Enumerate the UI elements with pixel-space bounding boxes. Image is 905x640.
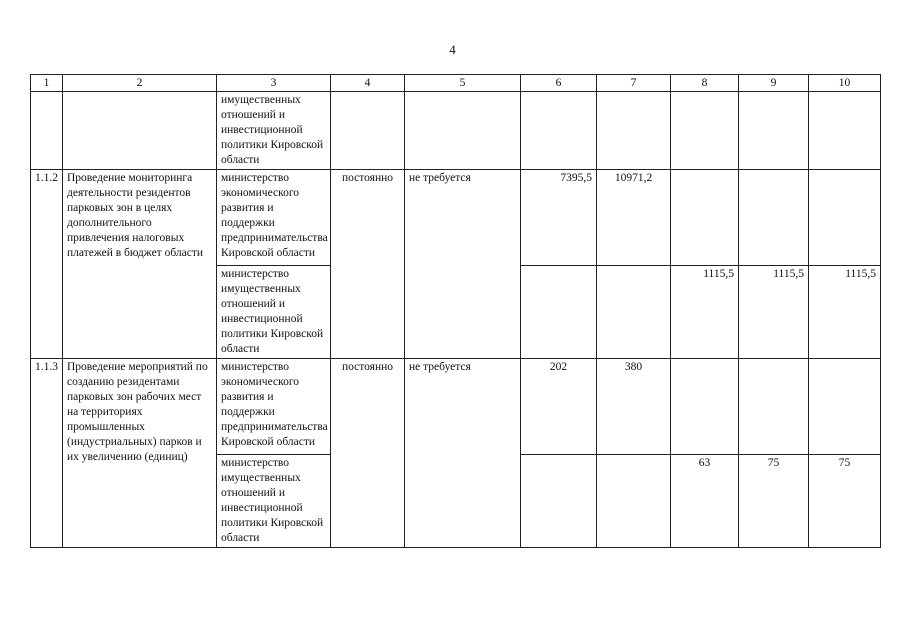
cell-empty [331,92,405,170]
header-row [31,75,881,92]
page-number: 4 [449,42,456,57]
value-cell-10: 75 [809,455,881,548]
cell-empty [521,92,597,170]
col-header-8: 8 [671,75,739,92]
cell-empty [739,92,809,170]
value-cell-10: 1115,5 [809,266,881,359]
cell-empty [63,92,217,170]
item-number: 1.1.3 [31,359,63,548]
period-cell: постоянно [331,170,405,359]
value-cell-9: 1115,5 [739,266,809,359]
cell-empty [405,92,521,170]
cell-empty [597,92,671,170]
col-header-2: 2 [63,75,217,92]
value-cell-8: 63 [671,455,739,548]
value-cell-6 [521,455,597,548]
executor-cell: министерство экономического развития и поддержки предпринимательства Кировской области [217,170,331,266]
value-cell-9 [739,170,809,266]
financing-cell: не требуется [405,359,521,548]
col-header-5: 5 [405,75,521,92]
value-cell-10 [809,359,881,455]
value-cell-7: 380 [597,359,671,455]
continuation-row [31,92,881,170]
value-cell-9 [739,359,809,455]
period-cell: постоянно [331,359,405,548]
financing-cell: не требуется [405,170,521,359]
executor-cell: министерство имущественных отношений и инвестиционной политики Кировской области [217,266,331,359]
item-name: Проведение мониторинга деятельности резидентов парковых зон в целях дополнительного привлечения налоговых платежей в бюджет области [63,170,217,359]
table-row [31,359,881,455]
value-cell-6: 202 [521,359,597,455]
value-cell-8 [671,359,739,455]
item-name: Проведение мероприятий по созданию резидентами парковых зон рабочих мест на территориях промышленных (индустриальных) парков и их увеличению (единиц) [63,359,217,548]
col-header-4: 4 [331,75,405,92]
col-header-6: 6 [521,75,597,92]
col-header-1: 1 [31,75,63,92]
value-cell-6 [521,266,597,359]
col-header-7: 7 [597,75,671,92]
item-number: 1.1.2 [31,170,63,359]
value-cell-8: 1115,5 [671,266,739,359]
executor-cell: министерство экономического развития и поддержки предпринимательства Кировской области [217,359,331,455]
executor-cell: министерство имущественных отношений и инвестиционной политики Кировской области [217,455,331,548]
plan-table [30,74,881,548]
executor-cell: имущественных отношений и инвестиционной политики Кировской области [217,92,331,170]
cell-empty [31,92,63,170]
cell-empty [671,92,739,170]
value-cell-6: 7395,5 [521,170,597,266]
value-cell-7: 10971,2 [597,170,671,266]
col-header-3: 3 [217,75,331,92]
value-cell-10 [809,170,881,266]
table-row [31,170,881,266]
col-header-10: 10 [809,75,881,92]
value-cell-9: 75 [739,455,809,548]
value-cell-8 [671,170,739,266]
col-header-9: 9 [739,75,809,92]
cell-empty [809,92,881,170]
value-cell-7 [597,266,671,359]
value-cell-7 [597,455,671,548]
